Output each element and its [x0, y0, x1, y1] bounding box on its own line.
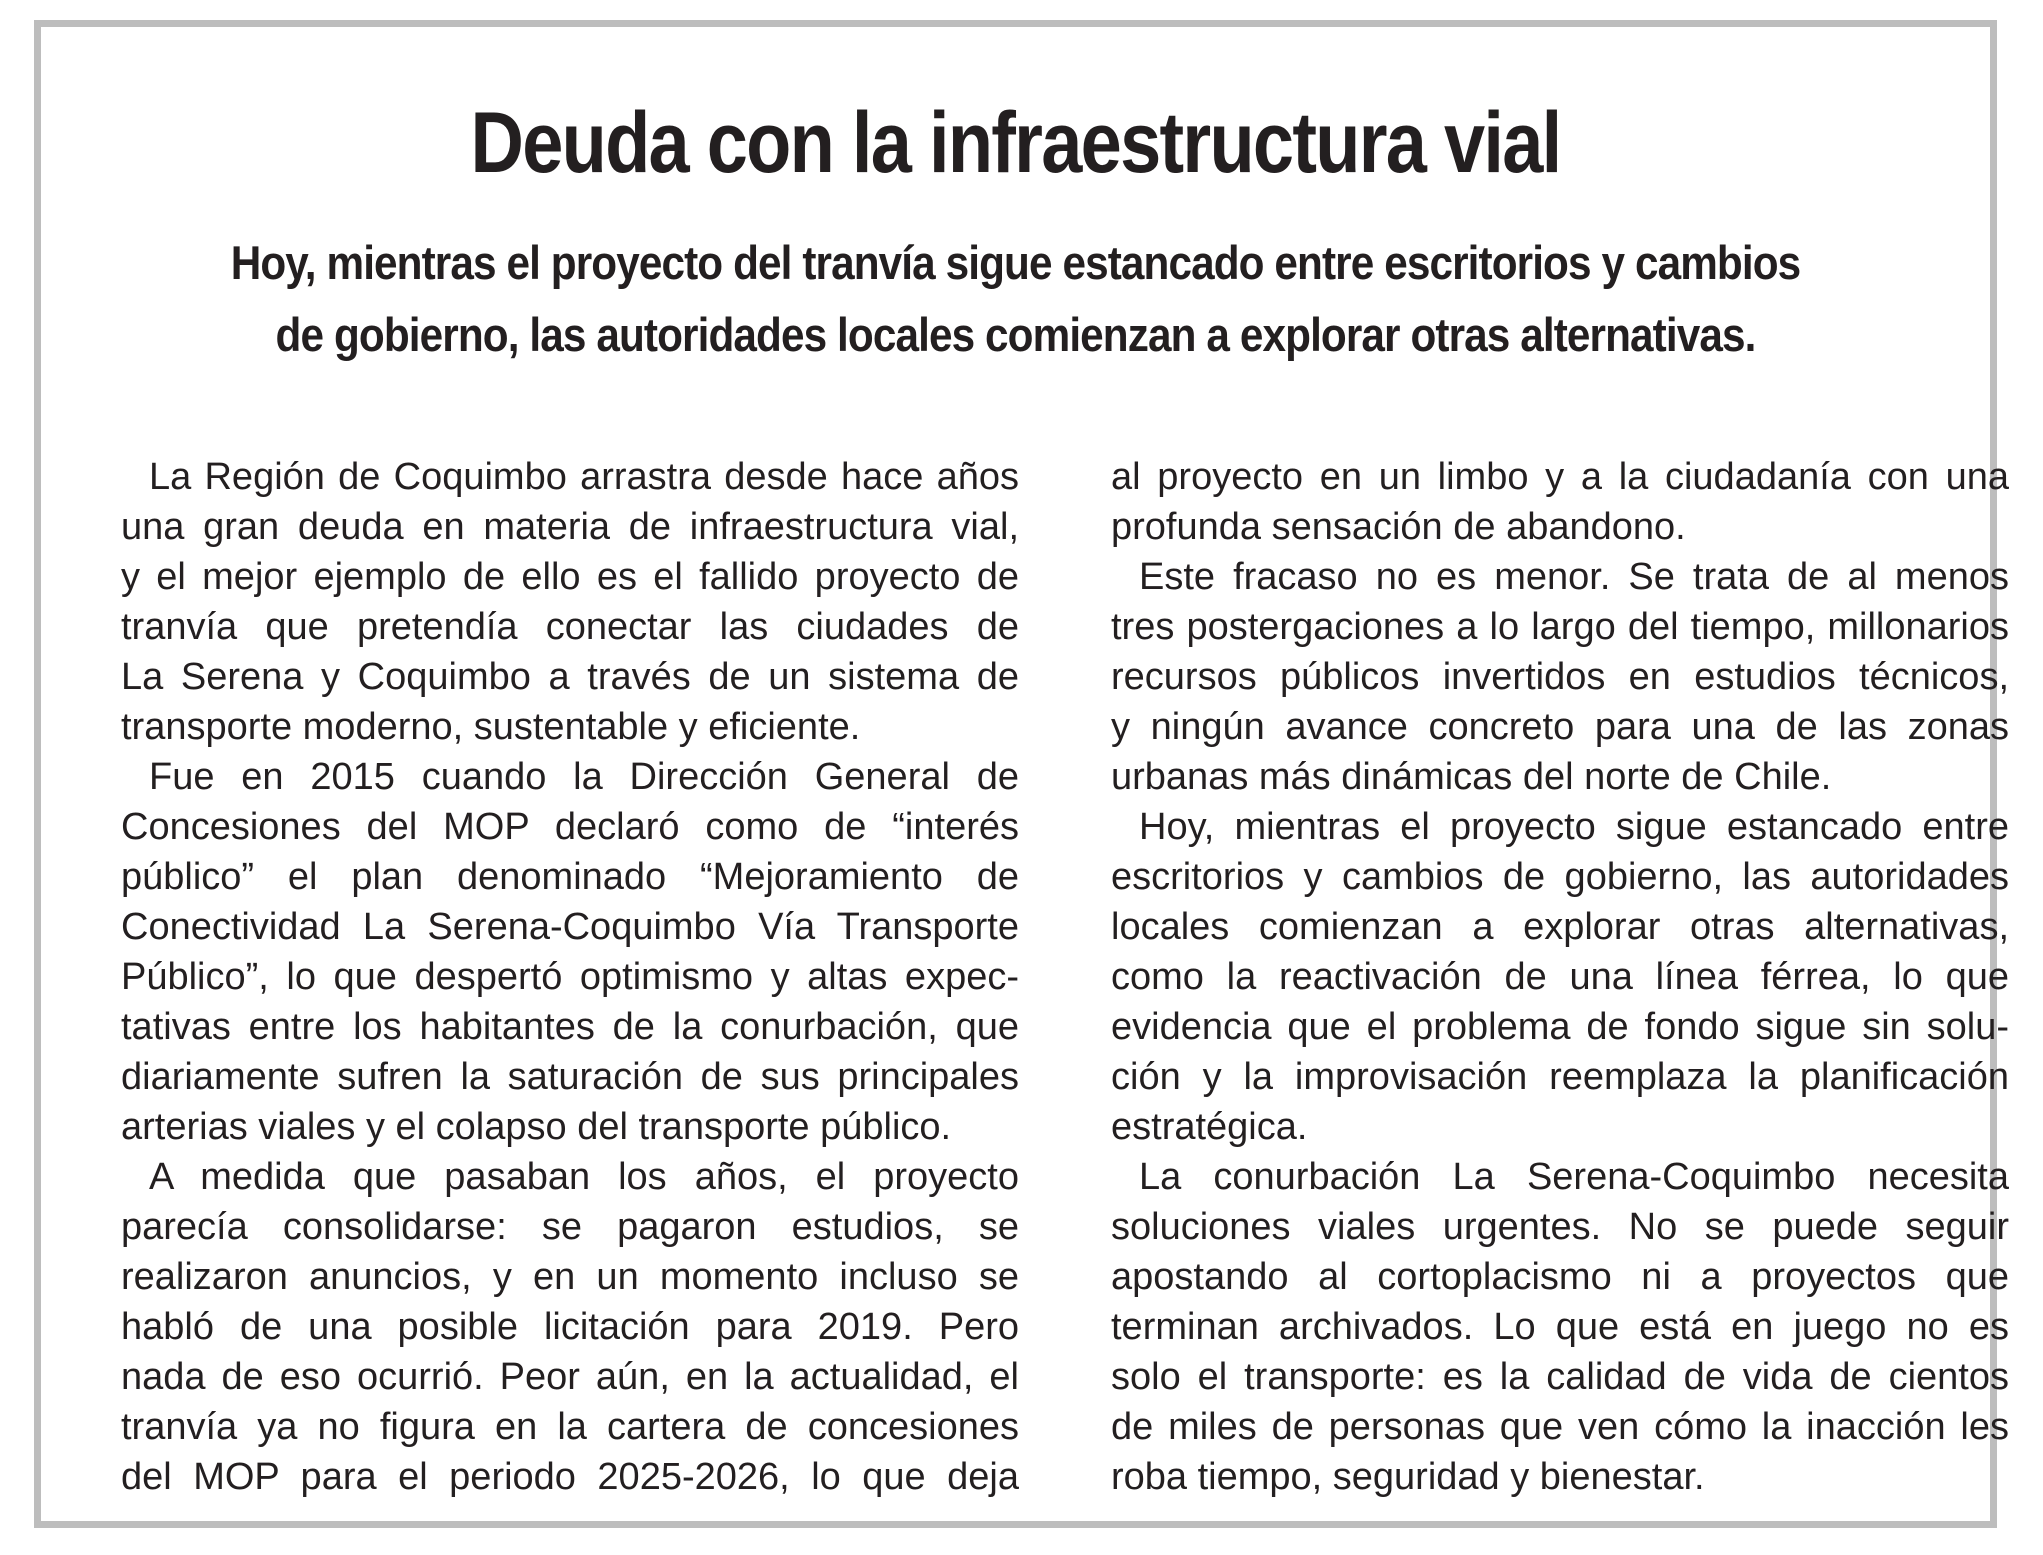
body-line: parecía consolidarse: se pagaron estudios, se — [121, 1206, 1019, 1248]
body-line: La Serena y Coquimbo a través de un sistema de — [121, 656, 1019, 698]
body-line: La conurbación La Serena-Coquimbo necesita — [1139, 1156, 2009, 1198]
body-line: al proyecto en un limbo y a la ciudadanía con una — [1111, 456, 2009, 498]
body-line: público” el plan denominado “Mejoramiento de — [121, 856, 1019, 898]
body-line: realizaron anuncios, y en un momento incluso se — [121, 1256, 1019, 1298]
body-line: ción y la improvisación reemplaza la planificación — [1111, 1056, 2009, 1098]
body-line: estratégica. — [1111, 1106, 1308, 1148]
article-frame — [34, 20, 2009, 1528]
body-line: tres postergaciones a lo largo del tiempo, millonarios — [1111, 606, 2009, 648]
body-line: soluciones viales urgentes. No se puede seguir — [1111, 1206, 2009, 1248]
body-line: A medida que pasaban los años, el proyecto — [149, 1156, 1019, 1198]
body-line: transporte moderno, sustentable y eficiente. — [121, 706, 861, 748]
body-line: urbanas más dinámicas del norte de Chile. — [1111, 756, 1832, 798]
body-line: y ningún avance concreto para una de las zonas — [1111, 706, 2009, 748]
body-line: Concesiones del MOP declaró como de “interés — [121, 806, 1019, 848]
body-line: como la reactivación de una línea férrea, lo que — [1111, 956, 2009, 998]
body-line: del MOP para el periodo 2025-2026, lo que deja — [121, 1456, 1019, 1498]
body-line: tranvía ya no figura en la cartera de concesiones — [121, 1406, 1019, 1448]
body-line: evidencia que el problema de fondo sigue sin solu- — [1111, 1006, 2009, 1048]
body-line: habló de una posible licitación para 2019. Pero — [121, 1306, 1019, 1348]
body-line: apostando al cortoplacismo ni a proyectos que — [1111, 1256, 2009, 1298]
deck-line: de gobierno, las autoridades locales comienzan a explorar otras alternativas. — [275, 308, 1756, 361]
body-line: terminan archivados. Lo que está en juego no es — [1111, 1306, 2009, 1348]
body-line: de miles de personas que ven cómo la inacción les — [1111, 1406, 2009, 1448]
body-line: escritorios y cambios de gobierno, las autoridades — [1111, 856, 2009, 898]
article-deck — [192, 227, 1838, 371]
body-line: roba tiempo, seguridad y bienestar. — [1111, 1456, 1705, 1498]
body-line: arterias viales y el colapso del transporte público. — [121, 1106, 952, 1148]
left-column — [121, 452, 1019, 1502]
body-line: Hoy, mientras el proyecto sigue estancado entre — [1139, 806, 2009, 848]
deck-line: Hoy, mientras el proyecto del tranvía sigue estancado entre escritorios y cambios — [230, 236, 1801, 289]
article-headline: Deuda con la infraestructura vial — [470, 95, 1561, 191]
body-line: Público”, lo que despertó optimismo y altas expec- — [121, 956, 1019, 998]
body-line: tativas entre los habitantes de la conurbación, que — [121, 1006, 1019, 1048]
body-line: Conectividad La Serena-Coquimbo Vía Transporte — [121, 906, 1019, 948]
body-line: tranvía que pretendía conectar las ciudades de — [121, 606, 1019, 648]
body-line: locales comienzan a explorar otras alternativas, — [1111, 906, 2009, 948]
body-line: diariamente sufren la saturación de sus principales — [121, 1056, 1019, 1098]
body-line: y el mejor ejemplo de ello es el fallido proyecto de — [121, 556, 1019, 598]
body-line: recursos públicos invertidos en estudios técnicos, — [1111, 656, 2009, 698]
body-line: La Región de Coquimbo arrastra desde hace años — [149, 456, 1019, 498]
body-line: Fue en 2015 cuando la Dirección General de — [149, 756, 1019, 798]
body-line: Este fracaso no es menor. Se trata de al menos — [1139, 556, 2009, 598]
body-line: una gran deuda en materia de infraestructura vial, — [121, 506, 1019, 548]
right-column — [1111, 452, 2009, 1502]
body-line: nada de eso ocurrió. Peor aún, en la actualidad, el — [121, 1356, 1019, 1398]
body-line: solo el transporte: es la calidad de vida de cientos — [1111, 1356, 2009, 1398]
body-line: profunda sensación de abandono. — [1111, 506, 1686, 548]
